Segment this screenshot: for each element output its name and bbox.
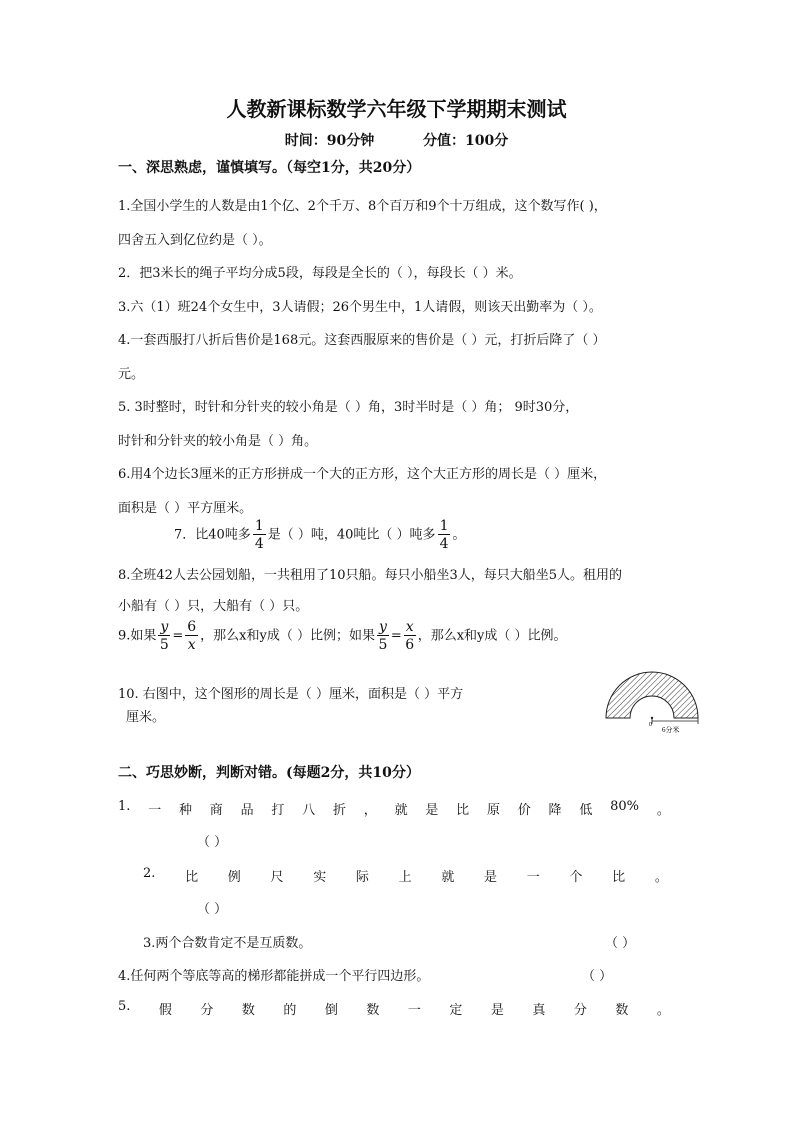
spread-char: 真 <box>532 1003 546 1018</box>
section1-heading: 一、深思熟虑，谨慎填写。（每空1分，共20分） <box>118 160 421 176</box>
spread-char: 折 <box>332 803 346 818</box>
spread-char: 的 <box>283 1003 297 1018</box>
q8-line2: 小船有（ ）只，大船有（ ）只。 <box>118 599 309 614</box>
q9-text-b: ，那么x和y成（ ）比例；如果 <box>200 628 375 644</box>
q9-text-a: 9.如果 <box>118 628 157 644</box>
q3-text: 3.六（1）班24个女生中，3人请假；26个男生中，1人请假，则该天出勤率为（ ）。 <box>118 300 602 315</box>
spread-char: 分 <box>573 1003 587 1018</box>
q6-line1: 6.用4个边长3厘米的正方形拼成一个大的正方形，这个大正方形的周长是（ ）厘米， <box>118 467 607 482</box>
s2-q2-line <box>143 866 668 885</box>
center-point <box>651 717 653 719</box>
length-label: 6分米 <box>662 726 680 734</box>
q7-row <box>174 519 466 551</box>
fraction-one-quarter-2: $\frac{1}{4}$ <box>439 518 449 552</box>
equals-sign: = <box>172 628 184 644</box>
spread-char: 上 <box>398 870 412 885</box>
q7-text-c: 。 <box>452 527 466 543</box>
page-title: 人教新课标数学六年级下学期期末测试 <box>226 97 567 121</box>
spread-char: 1. <box>118 799 131 814</box>
spread-char: 一 <box>407 1003 421 1018</box>
fraction-x-over-6: $\frac{x}{6}$ <box>405 619 415 653</box>
fraction-y-over-5-b: $\frac{y}{5}$ <box>378 619 388 653</box>
q7-text-a: 7．比40吨多 <box>174 527 251 543</box>
spread-char: 定 <box>449 1003 463 1018</box>
section2-heading: 二、巧思妙断，判断对错。(每题2分，共10分） <box>118 765 420 781</box>
spread-char: 比 <box>456 803 470 818</box>
spread-char: 例 <box>227 870 241 885</box>
s2-q4-text: 4.任何两个等底等高的梯形都能拼成一个平行四边形。 <box>118 969 430 984</box>
spread-char: 价 <box>517 803 531 818</box>
fraction-y-over-5: $\frac{y}{5}$ <box>159 619 169 653</box>
spread-char: 就 <box>441 870 455 885</box>
spread-char: 个 <box>569 870 583 885</box>
s2-q5-line <box>118 999 670 1018</box>
spread-char: 一 <box>148 803 162 818</box>
q1-line1: 1.全国小学生的人数是由1个亿、2个千万、8个百万和9个十万组成，这个数写作( )， <box>118 199 607 214</box>
spread-char: 低 <box>579 803 593 818</box>
shaded-ring <box>606 672 698 718</box>
spread-char: 数 <box>366 1003 380 1018</box>
spread-char: 分 <box>200 1003 214 1018</box>
spread-char: 2. <box>143 866 156 881</box>
spread-char: 数 <box>241 1003 255 1018</box>
spread-char: 是 <box>484 870 498 885</box>
q7-text-b: 是（ ）吨，40吨比（ ）吨多 <box>267 527 436 543</box>
q10-line2: 厘米。 <box>126 710 166 725</box>
spread-char: 一 <box>526 870 540 885</box>
s2-q3-text: 3.两个合数肯定不是互质数。 <box>143 936 312 951</box>
q1-line2: 四舍五入到亿位约是（ ）。 <box>118 233 272 248</box>
s2-q1-answer: （ ） <box>197 835 228 850</box>
spread-char: 比 <box>185 870 199 885</box>
spread-char: 5. <box>118 999 131 1014</box>
origin-label: 0 <box>649 722 652 728</box>
spread-char: 实 <box>313 870 327 885</box>
spread-char: 品 <box>240 803 254 818</box>
fraction-6-over-x: $\frac{6}{x}$ <box>187 619 197 653</box>
spread-char: 际 <box>355 870 369 885</box>
spread-char: 倒 <box>324 1003 338 1018</box>
q8-line1: 8.全班42人去公园划船，一共租用了10只船。每只小船坐3人，每只大船坐5人。租用的 <box>118 568 623 583</box>
spread-char: 原 <box>486 803 500 818</box>
q9-row: 9.如果 $\frac{y}{5}$ = $\frac{6}{x}$ ，那么x和y成（ ）比例；如果 $\frac{y}{5}$ = $\frac{x}{6}$ ，那么x和y成（ ）比例。 <box>118 619 567 653</box>
q6-line2: 面积是（ ）平方厘米。 <box>118 501 253 516</box>
spread-char: 降 <box>548 803 562 818</box>
spread-char: ， <box>363 803 377 818</box>
q5-line1: 5. 3时整时，时针和分针夹的较小角是（ ）角，3时半时是（ ）角； 9时30分， <box>118 400 579 415</box>
s2-q4-answer: （ ） <box>582 969 613 984</box>
spread-char: 假 <box>158 1003 172 1018</box>
spread-char: 是 <box>490 1003 504 1018</box>
q4-line2: 元。 <box>118 367 145 382</box>
fraction-one-quarter: $\frac{1}{4}$ <box>254 518 264 552</box>
q9-text-c: ，那么x和y成（ ）比例。 <box>417 628 567 644</box>
semicircle-ring-figure <box>600 668 710 740</box>
q4-line1: 4.一套西服打八折后售价是168元。这套西服原来的售价是（ ）元，打折后降了（ ） <box>118 333 606 348</box>
s2-q2-answer: （ ） <box>197 902 228 917</box>
spread-char: 比 <box>612 870 626 885</box>
spread-char: 商 <box>209 803 223 818</box>
spread-char: 八 <box>302 803 316 818</box>
q2-text: 2．把3米长的绳子平均分成5段，每段是全长的（ ），每段长（ ）米。 <box>118 266 522 281</box>
spread-char: 。 <box>656 1003 670 1018</box>
spread-char: 尺 <box>270 870 284 885</box>
spread-char: 数 <box>615 1003 629 1018</box>
spread-char: 打 <box>271 803 285 818</box>
s2-q1-line <box>118 799 670 818</box>
exam-info: 时间：90分钟 分值：100分 <box>284 133 509 149</box>
spread-char: 。 <box>654 870 668 885</box>
spread-char: 是 <box>425 803 439 818</box>
spread-char: 。 <box>656 803 670 818</box>
spread-char: 80% <box>610 799 640 814</box>
s2-q3-answer: （ ） <box>605 936 636 951</box>
q10-line1: 10. 右图中，这个图形的周长是（ ）厘米，面积是（ ）平方 <box>118 687 464 702</box>
q5-line2: 时针和分针夹的较小角是（ ）角。 <box>118 434 318 449</box>
spread-char: 种 <box>178 803 192 818</box>
spread-char: 就 <box>394 803 408 818</box>
